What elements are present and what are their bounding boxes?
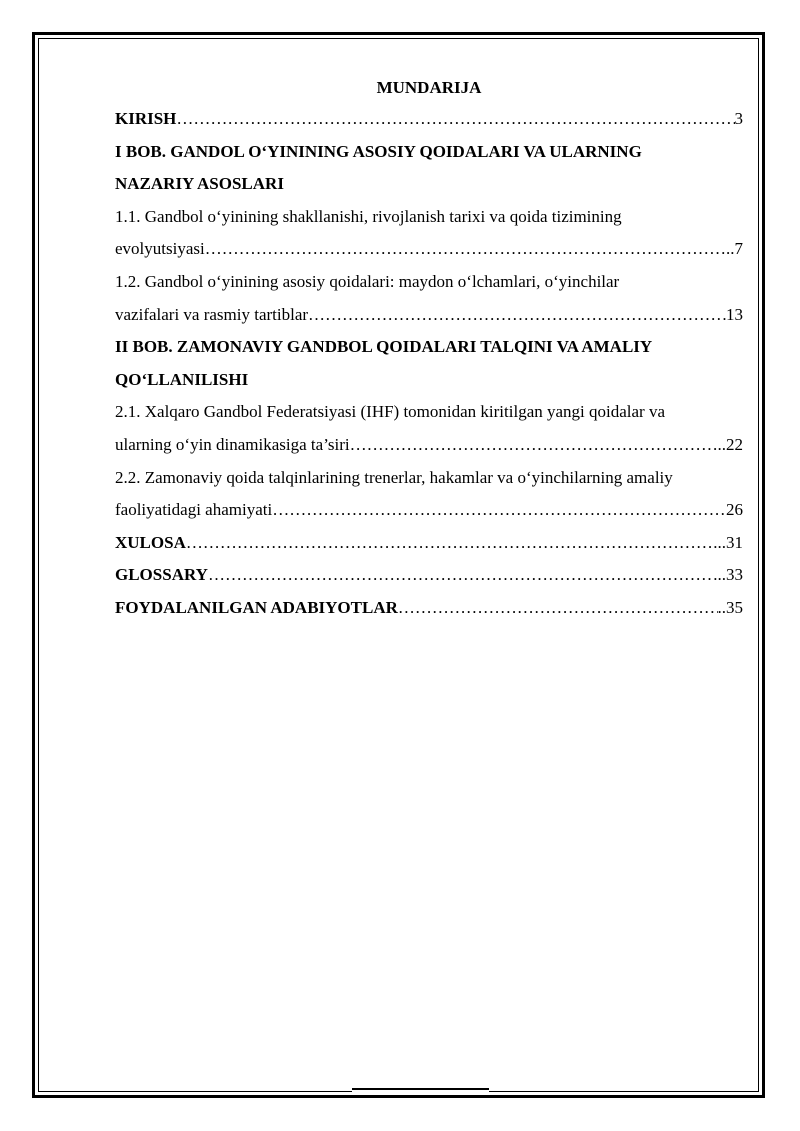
toc-entry-1-2-line-2[interactable] [115, 299, 743, 332]
toc-entry-1-1-line-2[interactable] [115, 233, 743, 266]
toc-entry-1-2-line-1[interactable]: 1.2. Gandbol o‘yinining asosiy qoidalari: maydon o‘lchamlari, o‘yinchilar [115, 271, 620, 291]
toc-entry-xulosa[interactable] [115, 527, 743, 560]
toc-page-number: 26 [726, 500, 743, 520]
toc-entry-glossary[interactable] [115, 559, 743, 592]
toc-page-number: ...31 [713, 532, 743, 552]
toc-leader-dots [208, 559, 713, 592]
toc-page-number: 3 [734, 109, 743, 128]
toc-chapter-2-heading-line-2[interactable]: QO‘LLANILISHI [115, 369, 249, 389]
toc-leader-dots [176, 103, 734, 136]
toc-page-number: ..35 [717, 597, 743, 617]
toc-entry-label: evolyutsiyasi [115, 239, 205, 259]
toc-entry-2-1-line-2[interactable] [115, 429, 743, 462]
toc-leader-dots [272, 494, 726, 527]
toc-leader-dots [186, 527, 713, 560]
toc-entry-label: FOYDALANILGAN ADABIYOTLAR [115, 597, 398, 617]
border-gap-line [352, 1088, 489, 1090]
toc-entry-label: vazifalari va rasmiy tartiblar [115, 304, 309, 324]
table-of-contents [115, 74, 743, 625]
toc-entry-label: faoliyatidagi ahamiyati [115, 500, 273, 520]
toc-page-number: ...33 [713, 565, 743, 585]
toc-leader-dots [308, 299, 726, 332]
toc-chapter-1-heading-line-1[interactable]: I BOB. GANDOL O‘YININING ASOSIY QOIDALARI VA ULARNING [115, 141, 642, 161]
toc-entry-label: KIRISH [115, 109, 177, 128]
toc-title: MUNDARIJA [376, 78, 482, 97]
toc-entry-1-1-line-1[interactable]: 1.1. Gandbol o‘yinining shakllanishi, rivojlanish tarixi va qoida tizimining [115, 206, 622, 226]
toc-chapter-1-heading-line-2[interactable]: NAZARIY ASOSLARI [115, 174, 284, 194]
toc-entry-kirish[interactable] [115, 103, 743, 136]
toc-leader-dots [205, 233, 726, 266]
toc-entry-label: GLOSSARY [115, 565, 208, 585]
toc-entry-label: XULOSA [115, 532, 186, 552]
toc-entry-2-2-line-1[interactable]: 2.2. Zamonaviy qoida talqinlarining trenerlar, hakamlar va o‘yinchilarning amaliy [115, 467, 673, 487]
toc-page-number: ..22 [717, 434, 743, 454]
toc-chapter-2-heading-line-1[interactable]: II BOB. ZAMONAVIY GANDBOL QOIDALARI TALQINI VA AMALIY [115, 337, 653, 357]
toc-entry-2-2-line-2[interactable] [115, 494, 743, 527]
toc-entry-references[interactable] [115, 592, 743, 625]
toc-leader-dots [398, 592, 718, 625]
toc-entry-2-1-line-1[interactable]: 2.1. Xalqaro Gandbol Federatsiyasi (IHF) tomonidan kiritilgan yangi qoidalar va [115, 402, 666, 422]
toc-entry-label: ularning o‘yin dinamikasiga ta’siri [115, 434, 350, 454]
toc-leader-dots [350, 429, 718, 462]
toc-page-number: ..7 [726, 239, 743, 259]
toc-page-number: 13 [726, 304, 743, 324]
